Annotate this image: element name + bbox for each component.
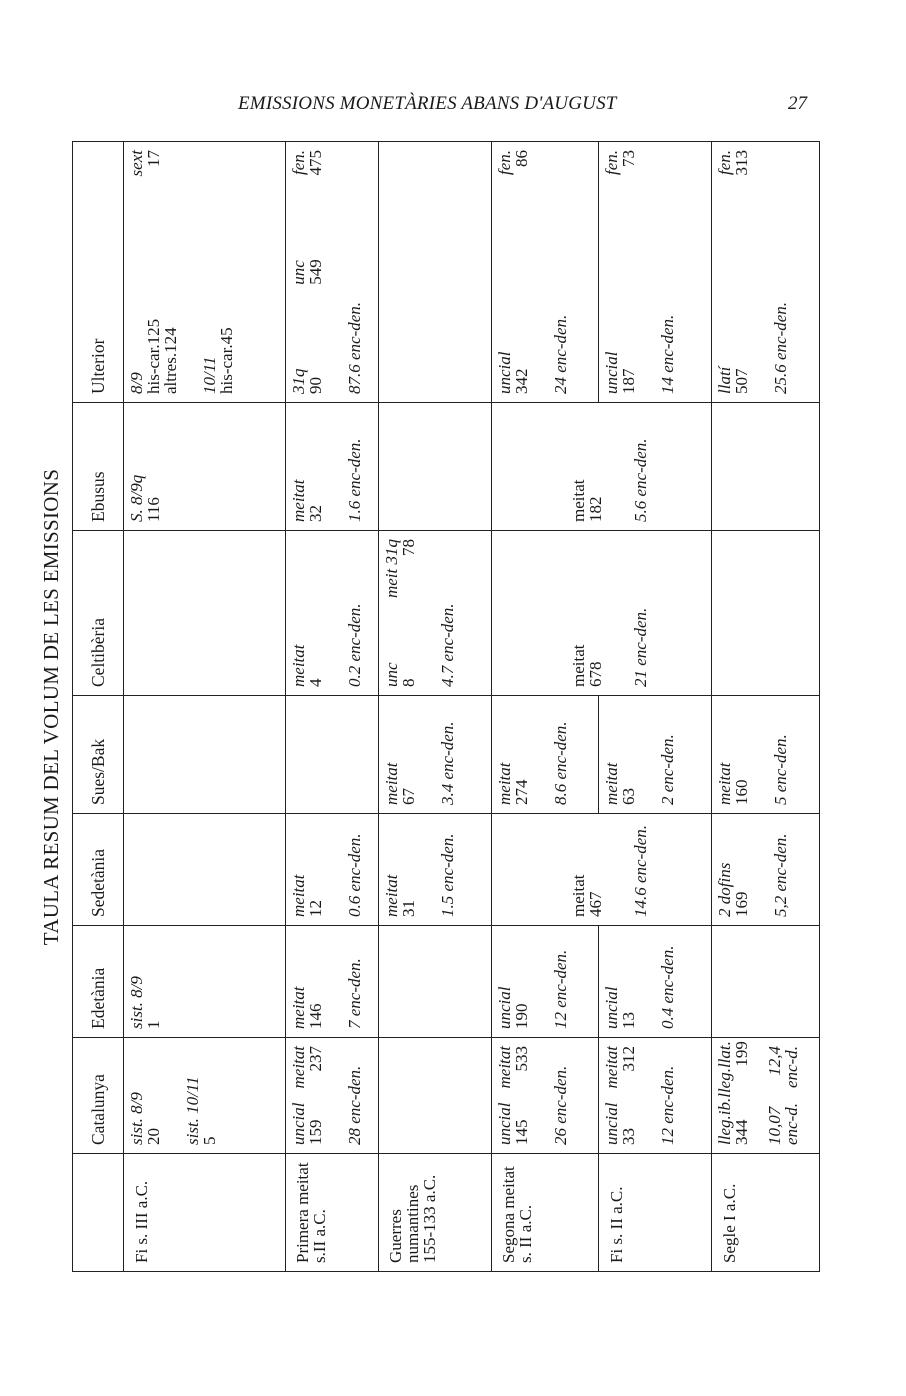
- cell-label: uncial: [495, 986, 514, 1029]
- table-row: [286, 142, 379, 1272]
- cell-label: uncial: [289, 1102, 309, 1145]
- cell-edetania: [492, 926, 599, 1038]
- cell-value: 237: [306, 1046, 326, 1072]
- cell-value: altres.124: [161, 327, 180, 394]
- period-label: Segle I a.C.: [719, 1183, 739, 1263]
- cell-celtiberia-merged: [492, 531, 712, 696]
- period-label: Guerres: [386, 1209, 406, 1263]
- cell-label: meitat: [602, 762, 622, 805]
- cell-value: 199: [731, 1041, 751, 1067]
- cell-label: unc: [289, 260, 309, 285]
- cell-value: 5: [200, 1136, 219, 1145]
- cell-sedetania: [379, 814, 492, 926]
- cell-label: meitat: [495, 762, 514, 805]
- cell-ebusus-merged: [492, 403, 712, 531]
- cell-footnote: 12,4: [764, 1046, 784, 1076]
- cell-value: 274: [512, 779, 531, 805]
- cell-value: 1: [144, 1020, 163, 1029]
- cell-value: 342: [512, 368, 531, 394]
- cell-label: fen.: [289, 150, 309, 176]
- cell-sedetania: [711, 814, 819, 926]
- cell-footnote: 26 enc-den.: [551, 1065, 570, 1145]
- cell-footnote: enc-d.: [781, 1046, 801, 1089]
- cell-footnote: 5 enc-den.: [770, 734, 790, 805]
- period-cell: [599, 1154, 712, 1272]
- cell-footnote: 4.7 enc-den.: [438, 603, 458, 687]
- cell-label: meitat: [382, 874, 402, 917]
- cell-celtiberia: [711, 531, 819, 696]
- cell-label: meitat: [569, 479, 588, 522]
- cell-label: meitat: [289, 986, 309, 1029]
- header-ebusus: Ebusus: [73, 403, 124, 531]
- cell-sues-bak: [711, 696, 819, 814]
- cell-value: 146: [306, 1003, 326, 1029]
- cell-label: meitat: [495, 1046, 514, 1089]
- cell-footnote: 8.6 enc-den.: [551, 721, 570, 805]
- cell-footnote: 12 enc-den.: [551, 949, 570, 1029]
- cell-label: uncial: [495, 1102, 514, 1145]
- cell-label: uncial: [602, 351, 622, 394]
- cell-value: 78: [399, 539, 419, 556]
- cell-value: 33: [619, 1128, 639, 1145]
- cell-value: 73: [619, 150, 639, 167]
- cell-value: 169: [731, 891, 751, 917]
- cell-footnote: 14 enc-den.: [658, 314, 678, 394]
- cell-value: 67: [399, 788, 419, 805]
- cell-value: his-car.125: [144, 318, 163, 394]
- cell-footnote: 24 enc-den.: [551, 314, 570, 394]
- cell-value: 86: [512, 150, 531, 167]
- cell-value: 159: [306, 1119, 326, 1145]
- cell-footnote: 12 enc-den.: [658, 1065, 678, 1145]
- cell-label: sist. 10/11: [183, 1076, 202, 1145]
- cell-catalunya: [124, 1038, 286, 1154]
- cell-label: uncial: [495, 351, 514, 394]
- cell-value: 12: [306, 900, 326, 917]
- cell-value: 116: [144, 497, 163, 522]
- cell-label: unc: [382, 662, 402, 687]
- cell-catalunya: [286, 1038, 379, 1154]
- cell-ulterior: [711, 142, 819, 403]
- cell-footnote: 7 enc-den.: [345, 958, 365, 1029]
- cell-sues-bak: [286, 696, 379, 814]
- cell-value: 32: [306, 505, 326, 522]
- period-cell: [711, 1154, 819, 1272]
- table-row: [379, 142, 492, 1272]
- cell-label: llatí: [714, 366, 734, 394]
- cell-ulterior: [124, 142, 286, 403]
- cell-label: fen.: [602, 150, 622, 176]
- cell-ebusus: [379, 403, 492, 531]
- cell-label: 10/11: [200, 356, 219, 394]
- cell-value: 20: [144, 1128, 163, 1145]
- cell-label: 2 dofins: [714, 862, 734, 917]
- cell-footnote: 14.6 enc-den.: [631, 824, 650, 917]
- cell-footnote: 21 enc-den.: [631, 607, 650, 687]
- cell-ebusus: [286, 403, 379, 531]
- cell-footnote: enc-d.: [781, 1102, 801, 1145]
- page-number: 27: [788, 93, 807, 114]
- cell-label: meitat: [602, 1046, 622, 1089]
- cell-edetania: [599, 926, 712, 1038]
- header-celtiberia: Celtibèria: [73, 531, 124, 696]
- cell-ulterior: [599, 142, 712, 403]
- cell-value: 190: [512, 1003, 531, 1029]
- cell-footnote: 5.6 enc-den.: [631, 438, 650, 522]
- cell-sedetania: [124, 814, 286, 926]
- cell-sues-bak: [124, 696, 286, 814]
- period-label: Segona meitat: [499, 1166, 518, 1263]
- cell-value: 182: [586, 496, 605, 522]
- period-label: Primera meitat: [293, 1162, 313, 1263]
- cell-footnote: 2 enc-den.: [658, 734, 678, 805]
- cell-label: meitat: [714, 762, 734, 805]
- cell-label: S. 8/9q: [127, 474, 146, 522]
- cell-label: meitat: [289, 1046, 309, 1089]
- header-sues-bak: Sues/Bak: [73, 696, 124, 814]
- cell-sues-bak: [379, 696, 492, 814]
- cell-value: 467: [586, 891, 605, 917]
- cell-label: fen.: [714, 150, 734, 176]
- cell-label: meit 31q: [382, 539, 402, 599]
- header-catalunya: Catalunya: [73, 1038, 124, 1154]
- period-label: s.II a.C.: [310, 1209, 330, 1263]
- cell-edetania: [124, 926, 286, 1038]
- table-row: [599, 142, 712, 1272]
- summary-table: [72, 141, 820, 1272]
- cell-value: 31: [399, 900, 419, 917]
- table-row: [711, 142, 819, 1272]
- cell-label: 8/9: [127, 372, 146, 394]
- cell-ebusus: [711, 403, 819, 531]
- table-title: TAULA RESUM DEL VOLUM DE LES EMISSIONS: [39, 468, 63, 946]
- cell-ulterior: [492, 142, 599, 403]
- cell-footnote: 1.5 enc-den.: [438, 833, 458, 917]
- cell-value: 4: [306, 678, 326, 687]
- cell-footnote: 10,07: [764, 1106, 784, 1145]
- cell-ulterior: [286, 142, 379, 403]
- period-cell: [379, 1154, 492, 1272]
- header-ulterior: Ulterior: [73, 142, 124, 403]
- cell-catalunya: [379, 1038, 492, 1154]
- cell-sues-bak: [492, 696, 599, 814]
- period-cell: [286, 1154, 379, 1272]
- table-row: [124, 142, 286, 1272]
- period-label: s. II a.C.: [516, 1204, 535, 1263]
- header-edetania: Edetània: [73, 926, 124, 1038]
- cell-sedetania-merged: [492, 814, 712, 926]
- cell-footnote: 0.2 enc-den.: [345, 603, 365, 687]
- header-row: [73, 142, 124, 1272]
- period-label: numantines: [403, 1184, 423, 1263]
- period-cell: [124, 1154, 286, 1272]
- cell-value: 160: [731, 779, 751, 805]
- cell-footnote: 5,2 enc-den.: [770, 833, 790, 917]
- cell-label: fen.: [495, 150, 514, 176]
- cell-label: meitat: [569, 874, 588, 917]
- cell-value: 145: [512, 1119, 531, 1145]
- cell-value: 63: [619, 788, 639, 805]
- cell-footnote: 3.4 enc-den.: [438, 721, 458, 805]
- cell-celtiberia: [379, 531, 492, 696]
- cell-label: meitat: [289, 874, 309, 917]
- cell-value: his-car.45: [217, 327, 236, 394]
- rotated-table-block: [30, 142, 820, 1272]
- cell-label: sext: [127, 150, 146, 177]
- cell-sedetania: [286, 814, 379, 926]
- header-period: [73, 1154, 124, 1272]
- cell-label: lleg.ib.: [714, 1097, 734, 1145]
- cell-footnote: 87.6 enc-den.: [345, 301, 365, 394]
- cell-label: meitat: [569, 644, 588, 687]
- cell-value: 313: [731, 150, 751, 176]
- cell-label: uncial: [602, 986, 622, 1029]
- cell-footnote: 0.4 enc-den.: [658, 945, 678, 1029]
- cell-edetania: [711, 926, 819, 1038]
- period-label: Fi s. II a.C.: [607, 1186, 627, 1263]
- cell-value: 549: [306, 259, 326, 285]
- cell-value: 533: [512, 1046, 531, 1072]
- cell-celtiberia: [286, 531, 379, 696]
- cell-label: sist. 8/9: [127, 1092, 146, 1145]
- cell-footnote: 28 enc-den.: [345, 1065, 365, 1145]
- cell-catalunya: [599, 1038, 712, 1154]
- cell-value: 187: [619, 368, 639, 394]
- cell-label: meitat: [382, 762, 402, 805]
- cell-value: 475: [306, 150, 326, 176]
- cell-label: meitat: [289, 644, 309, 687]
- cell-value: 8: [399, 678, 419, 687]
- cell-value: 90: [306, 377, 326, 394]
- period-cell: [492, 1154, 599, 1272]
- cell-value: 312: [619, 1046, 639, 1072]
- cell-footnote: 25.6 enc-den.: [770, 301, 790, 394]
- cell-value: 507: [731, 368, 751, 394]
- cell-value: 13: [619, 1012, 639, 1029]
- cell-edetania: [379, 926, 492, 1038]
- cell-value: 344: [731, 1119, 751, 1145]
- table-row: [492, 142, 599, 1272]
- period-label: Fi s. III a.C.: [132, 1180, 151, 1263]
- cell-label: 31q: [289, 368, 309, 394]
- cell-sues-bak: [599, 696, 712, 814]
- cell-footnote: 1.6 enc-den.: [345, 438, 365, 522]
- cell-value: 678: [586, 661, 605, 687]
- cell-celtiberia: [124, 531, 286, 696]
- cell-label: uncial: [602, 1102, 622, 1145]
- cell-ulterior: [379, 142, 492, 403]
- cell-value: 17: [144, 150, 163, 167]
- cell-ebusus: [124, 403, 286, 531]
- cell-catalunya: [711, 1038, 819, 1154]
- cell-catalunya: [492, 1038, 599, 1154]
- cell-edetania: [286, 926, 379, 1038]
- header-sedetania: Sedetània: [73, 814, 124, 926]
- running-head: EMISSIONS MONETÀRIES ABANS D'AUGUST: [238, 93, 617, 114]
- period-label: 155-133 a.C.: [420, 1174, 440, 1263]
- cell-label: lleg.llat.: [714, 1041, 734, 1098]
- cell-label: meitat: [289, 479, 309, 522]
- cell-footnote: 0.6 enc-den.: [345, 833, 365, 917]
- cell-label: sist. 8/9: [127, 976, 146, 1029]
